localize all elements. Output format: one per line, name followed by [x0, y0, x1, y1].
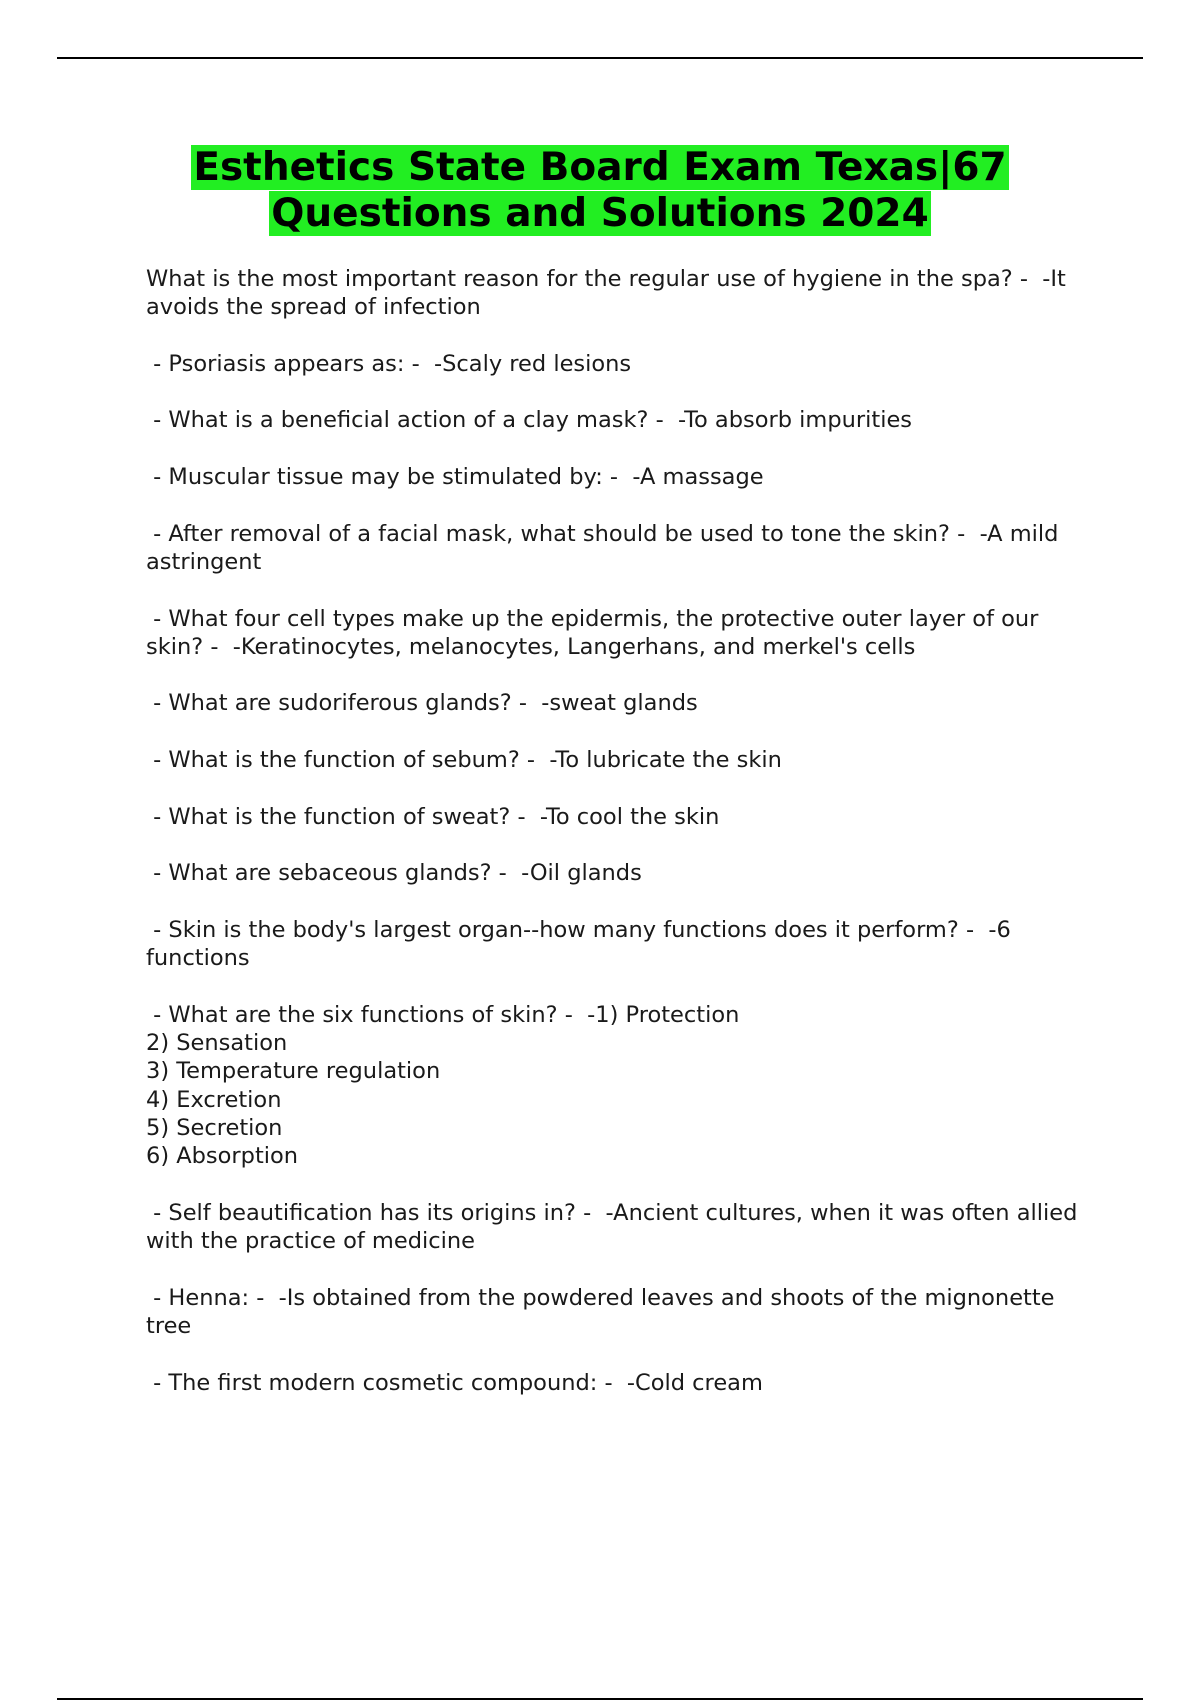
answer-line: 6) Absorption: [146, 1143, 299, 1170]
qa-item: What is the most important reason for the regular use of hygiene in the spa? - -It avoids the spread of infection: [146, 266, 1074, 321]
question: - Psoriasis appears as:: [146, 350, 405, 377]
qa-content: [146, 265, 1086, 1425]
qa-item: - What is a beneficial action of a clay mask? - -To absorb impurities: [146, 407, 913, 434]
question: - The first modern cosmetic compound:: [146, 1369, 598, 1396]
question: - What is the function of sweat?: [146, 803, 511, 830]
answer: -To cool the skin: [539, 803, 720, 830]
answer: -To lubricate the skin: [549, 747, 782, 774]
answer: -A massage: [632, 464, 764, 491]
question: - Self beautification has its origins in?: [146, 1199, 576, 1226]
answer-line: 5) Secretion: [146, 1114, 283, 1141]
qa-item: - What are sebaceous glands? - -Oil glands: [146, 860, 642, 887]
answer: -Keratinocytes, melanocytes, Langerhans, and merkel's cells: [232, 633, 916, 660]
qa-item: - The first modern cosmetic compound: - -Cold cream: [146, 1369, 763, 1396]
qa-item: - What are sudoriferous glands? - -sweat glands: [146, 690, 698, 717]
title-line-1: Esthetics State Board Exam Texas|67: [193, 145, 1007, 190]
answer: -A mild astringent: [146, 520, 1066, 575]
title-line-2: Questions and Solutions 2024: [271, 191, 929, 236]
answer: -It avoids the spread of infection: [146, 266, 1074, 321]
question: - What is the function of sebum?: [146, 747, 520, 774]
answer-line: 3) Temperature regulation: [146, 1058, 441, 1085]
qa-item: - Henna: - -Is obtained from the powdered leaves and shoots of the mignonette tree: [146, 1284, 1062, 1339]
qa-item-skin-functions: - What are the six functions of skin? - -1) Protection 2) Sensation 3) Temperature regulation 4) Excretion 5) Secretion 6) Absorption: [146, 1001, 1086, 1171]
answer-line: 4) Excretion: [146, 1086, 282, 1113]
qa-item: - Psoriasis appears as: - -Scaly red lesions: [146, 350, 632, 377]
answer: -To absorb impurities: [678, 407, 913, 434]
question: - Henna:: [146, 1284, 250, 1311]
top-rule: [57, 57, 1143, 59]
answer: -Ancient cultures, when it was often allied with the practice of medicine: [146, 1199, 1085, 1255]
question: - Skin is the body's largest organ--how many functions does it perform?: [146, 916, 959, 943]
answer: -Oil glands: [521, 860, 642, 887]
qa-item: - What four cell types make up the epidermis, the protective outer layer of our skin? - -Keratinocytes, melanocytes, Langerhans, and merkel's cells: [146, 605, 1046, 660]
answer: -6 functions: [146, 916, 1018, 972]
answer: -Scaly red lesions: [434, 350, 632, 377]
qa-item: - Muscular tissue may be stimulated by: - -A massage: [146, 464, 764, 491]
answer-line: -1) Protection: [587, 1001, 740, 1028]
answer-line: 2) Sensation: [146, 1030, 288, 1057]
document-title: [100, 145, 1100, 237]
answer: -sweat glands: [541, 690, 698, 717]
qa-item: - What is the function of sweat? - -To cool the skin: [146, 803, 720, 830]
question: - What are sebaceous glands?: [146, 860, 492, 887]
qa-item: - After removal of a facial mask, what should be used to tone the skin? - -A mild astringent: [146, 520, 1066, 575]
question: What is the most important reason for the regular use of hygiene in the spa?: [146, 266, 1013, 292]
question: - What are the six functions of skin?: [146, 1001, 558, 1028]
answer: -Cold cream: [626, 1369, 763, 1396]
qa-item: - What is the function of sebum? - -To lubricate the skin: [146, 747, 782, 774]
question: - What are sudoriferous glands?: [146, 690, 512, 717]
question: - What is a beneficial action of a clay mask?: [146, 407, 649, 434]
question: - After removal of a facial mask, what should be used to tone the skin?: [146, 520, 950, 547]
answer: -Is obtained from the powdered leaves and shoots of the mignonette tree: [146, 1284, 1062, 1339]
question: - What four cell types make up the epidermis, the protective outer layer of our skin?: [146, 605, 1046, 660]
qa-item: - Skin is the body's largest organ--how many functions does it perform? - -6 functions: [146, 916, 1018, 972]
qa-item: - Self beautification has its origins in? - -Ancient cultures, when it was often allied with the practice of medicine: [146, 1199, 1085, 1255]
question: - Muscular tissue may be stimulated by:: [146, 464, 603, 491]
